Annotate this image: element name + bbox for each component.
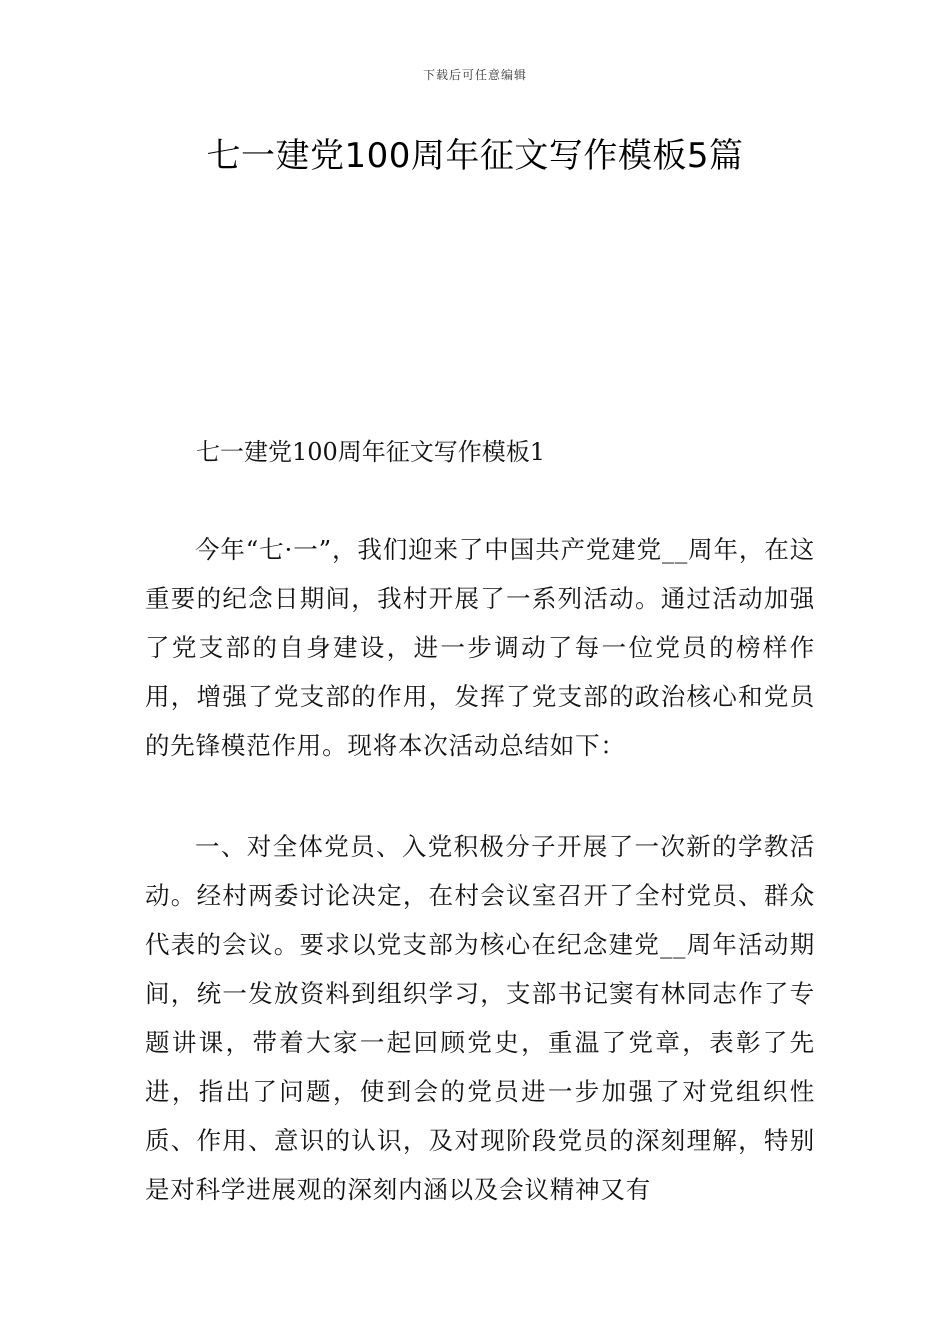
header-note: 下载后可任意编辑 [422,68,527,82]
body-paragraph: 今年“七·一”，我们迎来了中国共产党建党__周年，在这重要的纪念日期间，我村开展了一系列活动。通过活动加强了党支部的自身建设，进一步调动了每一位党员的榜样作用，增强了党支部的作用，发挥了党支部的政治核心和党员的先锋模范作用。现将本次活动总结如下： [145,535,815,760]
body-paragraph: 一、对全体党员、入党积极分子开展了一次新的学教活动。经村两委讨论决定，在村会议室召开了全村党员、群众代表的会议。要求以党支部为核心在纪念建党__周年活动期间，统一发放资料到组织学习，支部书记窦有林同志作了专题讲课，带着大家一起回顾党史，重温了党章，表彰了先进，指出了问题，使到会的党员进一步加强了对党组织性质、作用、意识的认识，及对现阶段党员的深刻理解，特别是对科学进展观的深刻内涵以及会议精神又有 [145,832,815,1204]
section-heading: 七一建党100周年征文写作模板1 [196,438,546,466]
document-title: 七一建党100周年征文写作模板5篇 [206,136,744,176]
